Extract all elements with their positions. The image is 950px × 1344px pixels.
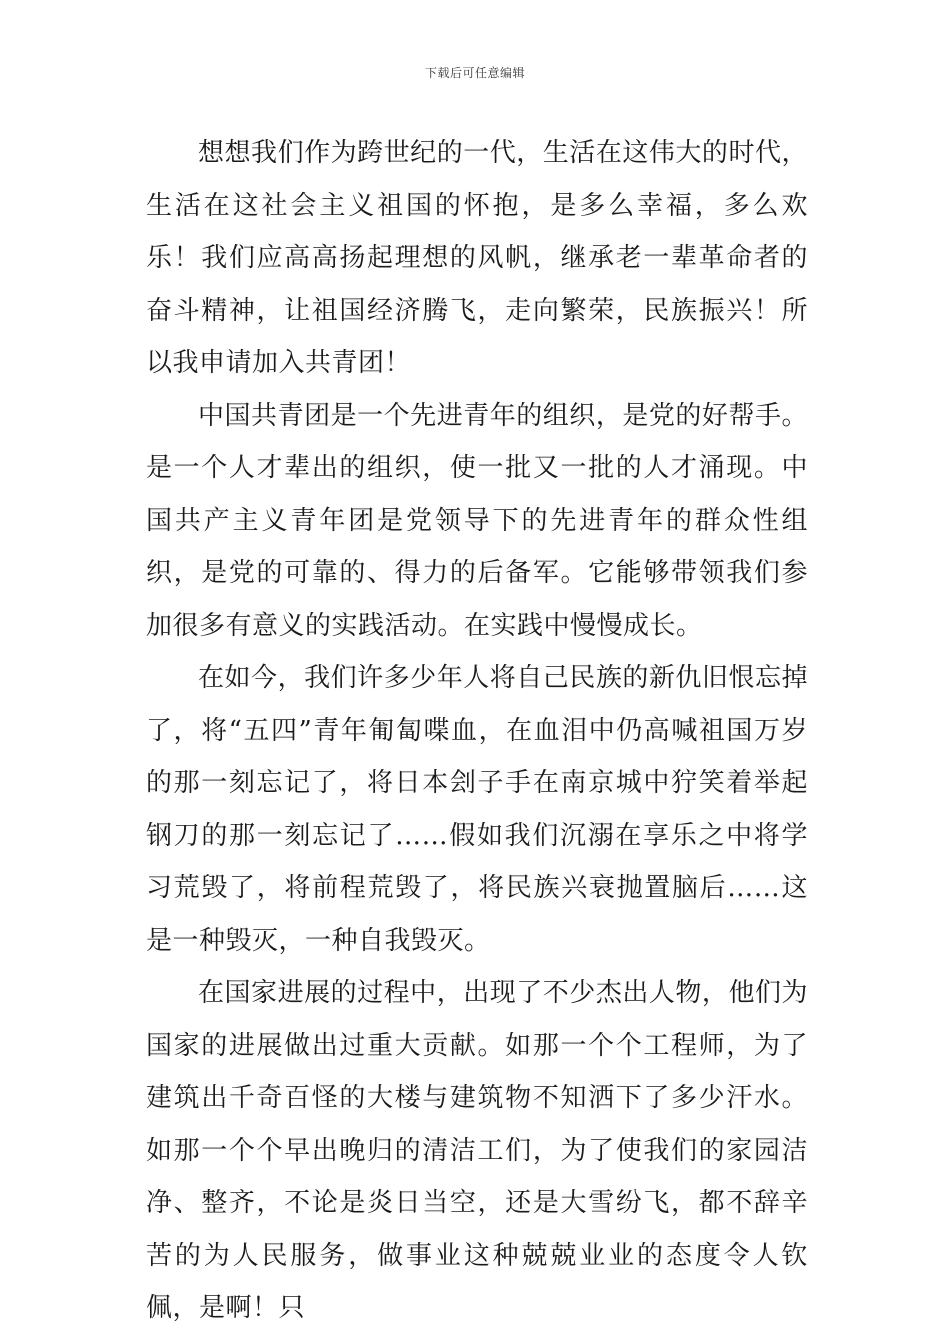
document-body <box>146 127 808 1335</box>
page-header: 下载后可任意编辑 <box>424 66 525 80</box>
paragraph: 在如今，我们许多少年人将自己民族的新仇旧恨忘掉了，将“五四”青年匍匐喋血，在血泪中仍高喊祖国万岁的那一刻忘记了，将日本刽子手在南京城中狞笑着举起钢刀的那一刻忘记了……假如我们沉溺在享乐之中将学习荒毁了，将前程荒毁了，将民族兴衰抛置脑后……这是一种毁灭，一种自我毁灭。 <box>146 663 808 956</box>
paragraph: 中国共青团是一个先进青年的组织，是党的好帮手。是一个人才辈出的组织，使一批又一批的人才涌现。中国共产主义青年团是党领导下的先进青年的群众性组织，是党的可靠的、得力的后备军。它能够带领我们参加很多有意义的实践活动。在实践中慢慢成长。 <box>146 400 808 641</box>
paragraph: 在国家进展的过程中，出现了不少杰出人物，他们为国家的进展做出过重大贡献。如那一个个工程师，为了建筑出千奇百怪的大楼与建筑物不知洒下了多少汗水。如那一个个早出晚归的清洁工们，为了使我们的家园洁净、整齐，不论是炎日当空，还是大雪纷飞，都不辞辛苦的为人民服务，做事业这种兢兢业业的态度令人钦佩，是啊！只 <box>146 978 808 1323</box>
paragraph: 想想我们作为跨世纪的一代，生活在这伟大的时代，生活在这社会主义祖国的怀抱，是多么幸福，多么欢乐！我们应高高扬起理想的风帆，继承老一辈革命者的奋斗精神，让祖国经济腾飞，走向繁荣，民族振兴！所以我申请加入共青团！ <box>146 138 808 378</box>
